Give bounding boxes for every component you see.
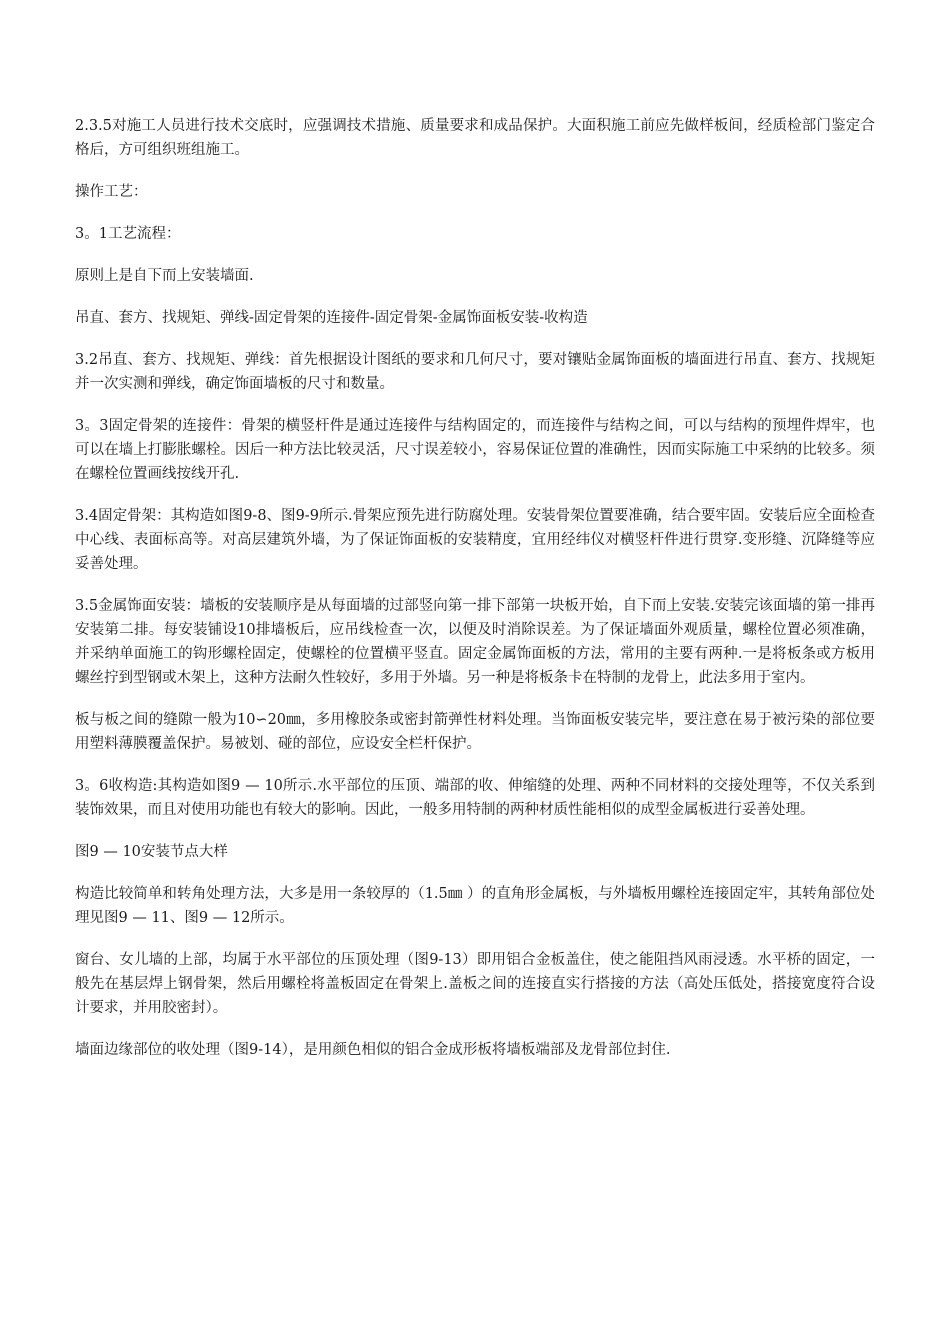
- figure-caption-9-10: 图9 — 10安装节点大样: [75, 844, 228, 860]
- paragraph-principle: 原则上是自下而上安装墙面.: [75, 268, 254, 284]
- paragraph-3-3: 3。3固定骨架的连接件：骨架的横竖杆件是通过连接件与结构固定的，而连接件与结构之间，可以与结构的预埋件焊牢，也可以在墙上打膨胀螺栓。因后一种方法比较灵活，尺寸误差较小，容易保证位置的准确性，因而实际施工中采纳的比较多。须在螺栓位置画线按线开孔.: [75, 418, 875, 482]
- paragraph-corner-treatment: 构造比较简单和转角处理方法，大多是用一条较厚的（1.5㎜ ）的直角形金属板，与外墙板用螺栓连接固定牢，其转角部位处理见图9 — 11、图9 — 12所示。: [75, 886, 875, 926]
- paragraph-3-5: 3.5金属饰面安装：墙板的安装顺序是从每面墙的过部竖向第一排下部第一块板开始，自下而上安装.安装完该面墙的第一排再安装第二排。每安装铺设10排墙板后，应吊线检查一次，以便及时消除误差。为了保证墙面外观质量，螺栓位置必须准确，并采纳单面施工的钩形螺栓固定，使螺栓的位置横平竖直。固定金属饰面板的方法，常用的主要有两种.一是将板条或方板用螺丝拧到型钢或木架上，这种方法耐久性较好，多用于外墙。另一种是将板条卡在特制的龙骨上，此法多用于室内。: [75, 598, 875, 686]
- document-body: [75, 114, 875, 1080]
- paragraph-wall-edge: 墙面边缘部位的收处理（图9-14），是用颜色相似的铝合金成形板将墙板端部及龙骨部位封住.: [75, 1042, 671, 1058]
- paragraph-3-1-heading: 3。1工艺流程：: [75, 226, 181, 242]
- paragraph-3-6: 3。6收构造:其构造如图9 — 10所示.水平部位的压顶、端部的收、伸缩缝的处理、两种不同材料的交接处理等，不仅关系到装饰效果，而且对使用功能也有较大的影响。因此，一般多用特制的两种材质性能相似的成型金属板进行妥善处理。: [75, 778, 875, 818]
- paragraph-process-flow: 吊直、套方、找规矩、弹线-固定骨架的连接件-固定骨架-金属饰面板安装-收构造: [75, 310, 588, 326]
- paragraph-panel-gaps: 板与板之间的缝隙一般为10∽20㎜，多用橡胶条或密封箭弹性材料处理。当饰面板安装完毕，要注意在易于被污染的部位要用塑料薄膜覆盖保护。易被划、碰的部位，应设安全栏杆保护。: [75, 712, 875, 752]
- paragraph-3-4: 3.4固定骨架：其构造如图9-8、图9-9所示.骨架应预先进行防腐处理。安装骨架位置要准确，结合要牢固。安装后应全面检查中心线、表面标高等。对高层建筑外墙，为了保证饰面板的安装精度，宜用经纬仪对横竖杆件进行贯穿.变形缝、沉降缝等应妥善处理。: [75, 508, 875, 572]
- paragraph-3-2: 3.2吊直、套方、找规矩、弹线：首先根据设计图纸的要求和几何尺寸，要对镶贴金属饰面板的墙面进行吊直、套方、找规矩并一次实测和弹线，确定饰面墙板的尺寸和数量。: [75, 352, 875, 392]
- paragraph-2-3-5: 2.3.5对施工人员进行技术交底时，应强调技术措施、质量要求和成品保护。大面积施工前应先做样板间，经质检部门鉴定合格后，方可组织班组施工。: [75, 118, 875, 158]
- paragraph-windowsill-coping: 窗台、女儿墙的上部，均属于水平部位的压顶处理（图9-13）即用铝合金板盖住，使之能阻挡风雨浸透。水平桥的固定，一般先在基层焊上钢骨架，然后用螺栓将盖板固定在骨架上.盖板之间的连接直实行搭接的方法（高处压低处，搭接宽度符合设计要求，并用胶密封）。: [75, 952, 875, 1016]
- section-heading-operation-process: 操作工艺：: [75, 184, 148, 200]
